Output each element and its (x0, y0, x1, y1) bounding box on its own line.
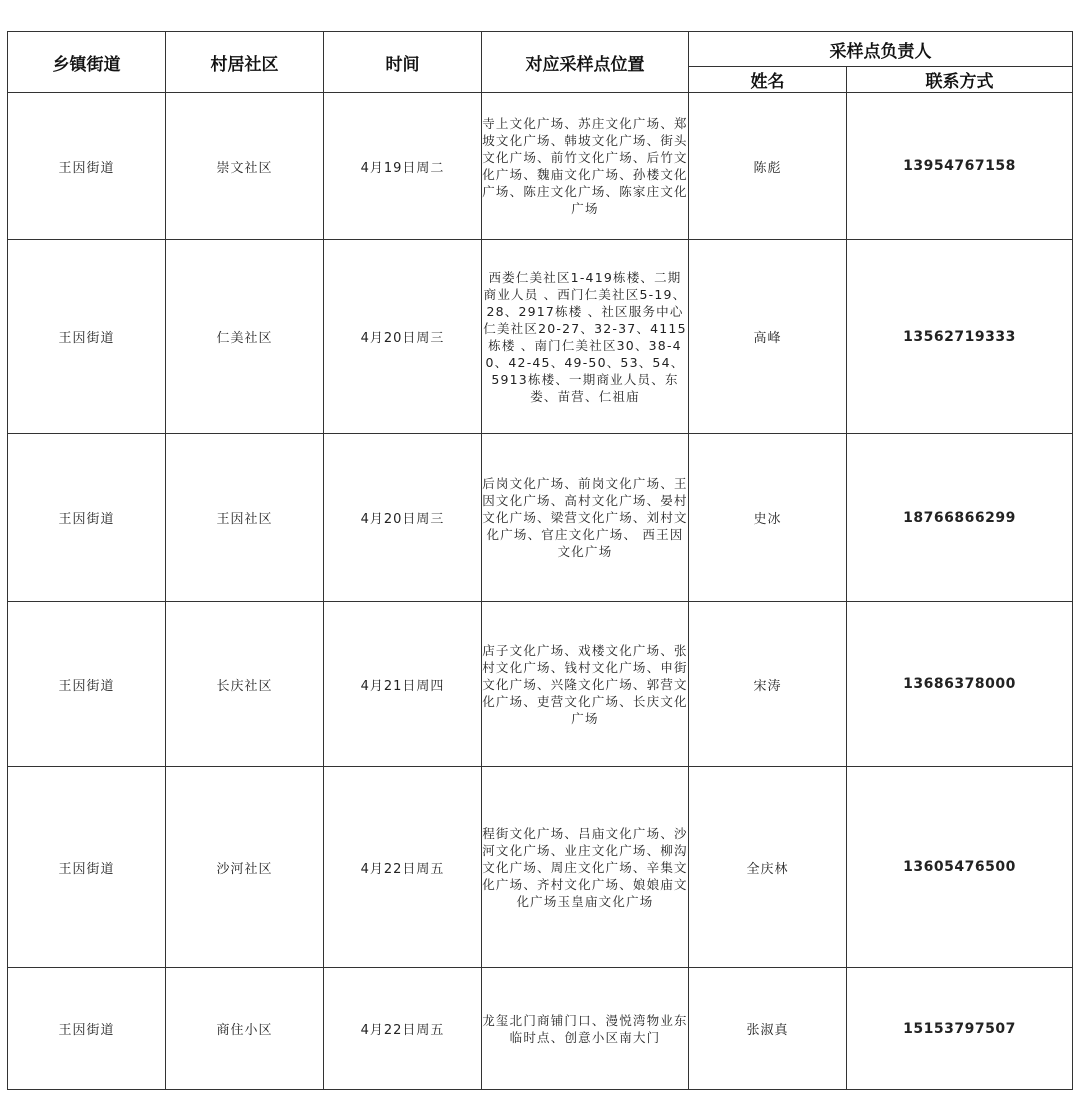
header-time: 时间 (324, 32, 482, 93)
header-community: 村居社区 (166, 32, 324, 93)
cell-location: 西娄仁美社区1-419栋楼、二期商业人员 、西门仁美社区5-19、28、2917栋楼 、社区服务中心仁美社区20-27、32-37、4115栋楼 、南门仁美社区30、38-40、42-45、49-50、53、54、5913栋楼、一期商业人员、东娄、苗营、仁祖庙 (482, 240, 689, 434)
cell-time: 4月20日周三 (324, 240, 482, 434)
cell-phone: 13562719333 (847, 240, 1073, 434)
cell-phone: 13954767158 (847, 93, 1073, 240)
cell-town: 王因街道 (8, 767, 166, 968)
cell-name: 陈彪 (689, 93, 847, 240)
cell-town: 王因街道 (8, 93, 166, 240)
cell-town: 王因街道 (8, 602, 166, 767)
cell-name: 张淑真 (689, 968, 847, 1090)
cell-phone: 15153797507 (847, 968, 1073, 1090)
table-row (8, 767, 1073, 968)
cell-time: 4月21日周四 (324, 602, 482, 767)
cell-name: 史冰 (689, 434, 847, 602)
cell-time: 4月19日周二 (324, 93, 482, 240)
sampling-schedule-table (7, 31, 1073, 1090)
header-location: 对应采样点位置 (482, 32, 689, 93)
table-row (8, 93, 1073, 240)
header-contact: 联系方式 (847, 67, 1073, 93)
cell-community: 长庆社区 (166, 602, 324, 767)
cell-location: 寺上文化广场、苏庄文化广场、郑坡文化广场、韩坡文化广场、街头文化广场、前竹文化广场、后竹文化广场、魏庙文化广场、孙楼文化广场、陈庄文化广场、陈家庄文化广场 (482, 93, 689, 240)
cell-location: 店子文化广场、戏楼文化广场、张村文化广场、钱村文化广场、申街文化广场、兴隆文化广场、郭营文化广场、吏营文化广场、长庆文化广场 (482, 602, 689, 767)
cell-community: 王因社区 (166, 434, 324, 602)
cell-name: 高峰 (689, 240, 847, 434)
cell-time: 4月22日周五 (324, 968, 482, 1090)
cell-phone: 18766866299 (847, 434, 1073, 602)
cell-name: 全庆林 (689, 767, 847, 968)
table-row (8, 240, 1073, 434)
cell-name: 宋涛 (689, 602, 847, 767)
table-row (8, 434, 1073, 602)
cell-location: 龙玺北门商铺门口、漫悦湾物业东临时点、创意小区南大门 (482, 968, 689, 1090)
cell-time: 4月20日周三 (324, 434, 482, 602)
cell-community: 沙河社区 (166, 767, 324, 968)
table-row (8, 968, 1073, 1090)
cell-town: 王因街道 (8, 434, 166, 602)
cell-phone: 13605476500 (847, 767, 1073, 968)
cell-location: 后岗文化广场、前岗文化广场、王因文化广场、高村文化广场、晏村文化广场、梁营文化广场、刘村文化广场、官庄文化广场、 西王因文化广场 (482, 434, 689, 602)
header-name: 姓名 (689, 67, 847, 93)
table-row (8, 602, 1073, 767)
cell-community: 商住小区 (166, 968, 324, 1090)
cell-community: 仁美社区 (166, 240, 324, 434)
cell-time: 4月22日周五 (324, 767, 482, 968)
cell-location: 程街文化广场、吕庙文化广场、沙河文化广场、业庄文化广场、柳沟文化广场、周庄文化广场、辛集文化广场、齐村文化广场、娘娘庙文化广场玉皇庙文化广场 (482, 767, 689, 968)
cell-phone: 13686378000 (847, 602, 1073, 767)
cell-town: 王因街道 (8, 968, 166, 1090)
header-person-group: 采样点负责人 (689, 32, 1073, 67)
cell-town: 王因街道 (8, 240, 166, 434)
cell-community: 崇文社区 (166, 93, 324, 240)
header-town: 乡镇街道 (8, 32, 166, 93)
